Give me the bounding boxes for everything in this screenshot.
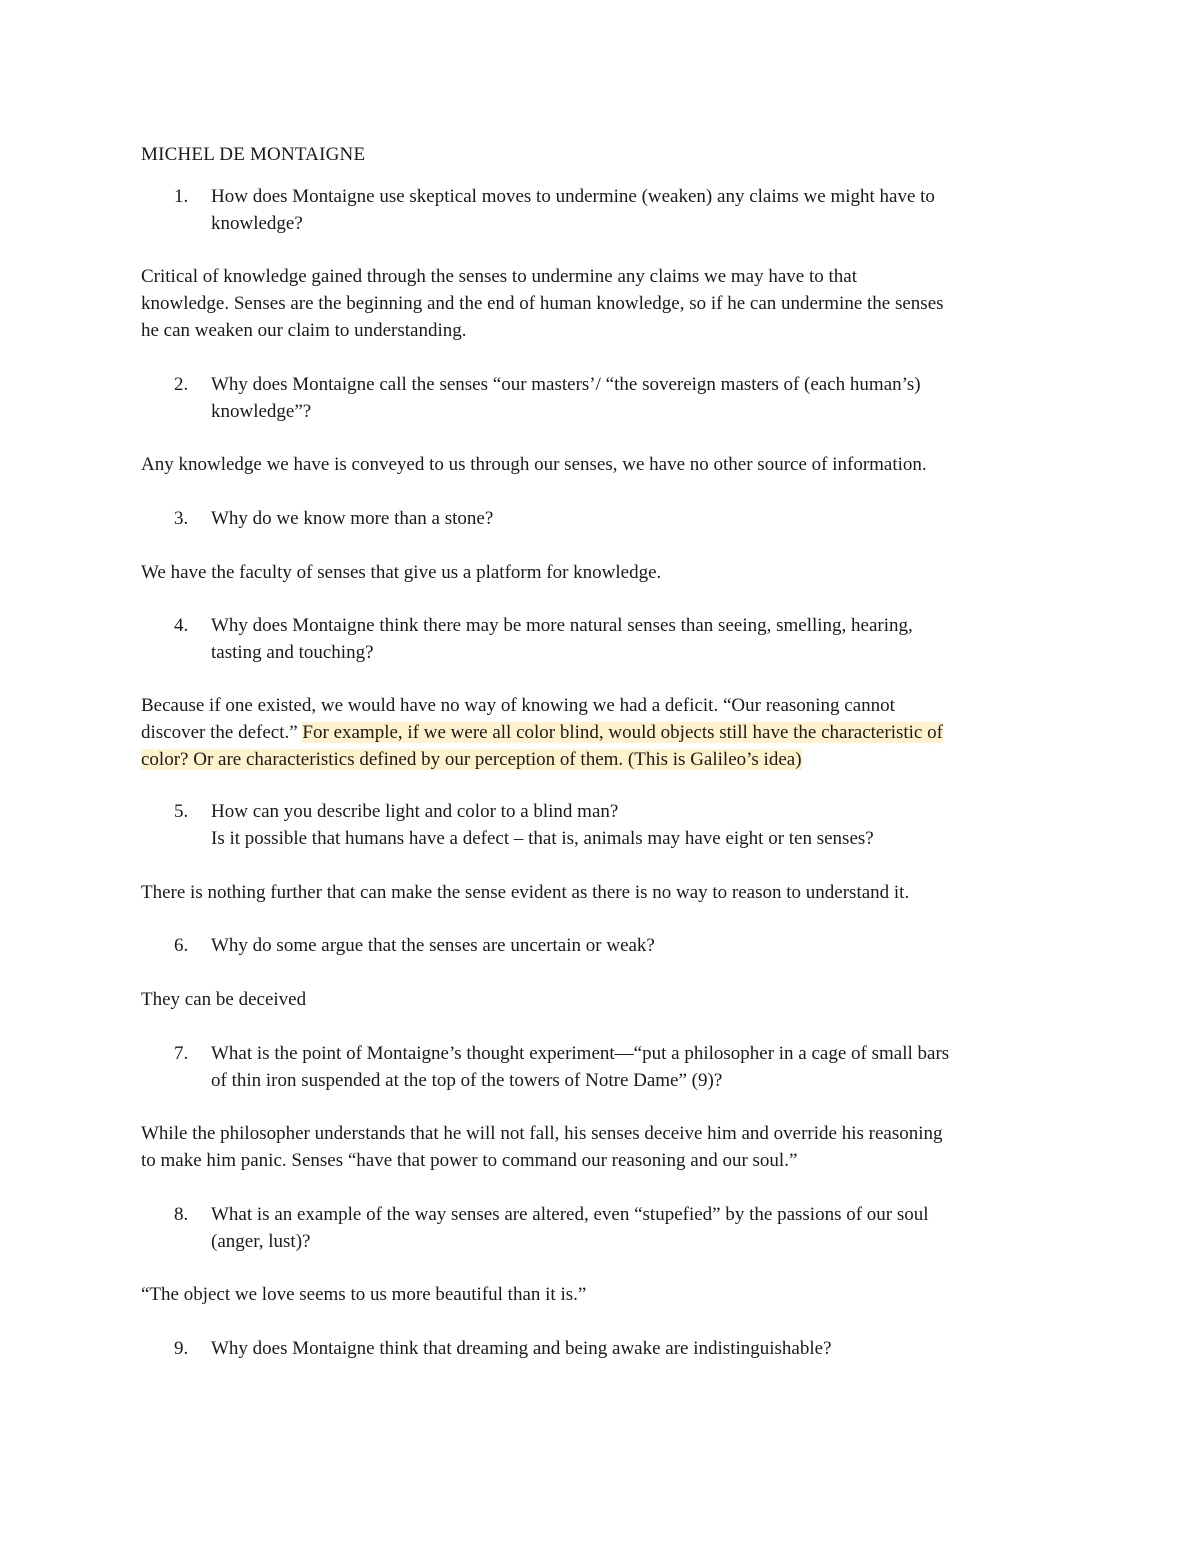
question-text: of thin iron suspended at the top of the towers of Notre Dame” (9)? xyxy=(211,1070,723,1091)
question-text: How can you describe light and color to a blind man? xyxy=(211,801,619,822)
question-number: 6. xyxy=(174,935,189,956)
answer-3: We have the faculty of senses that give us a platform for knowledge. xyxy=(141,562,662,583)
answer-text: to make him panic. Senses “have that power to command our reasoning and our soul.” xyxy=(141,1150,798,1171)
highlighted-text: For example, if we were all color blind, would objects still have the characteristic of xyxy=(302,722,943,743)
question-text: What is an example of the way senses are altered, even “stupefied” by the passions of our soul xyxy=(211,1204,929,1225)
question-text: How does Montaigne use skeptical moves to undermine (weaken) any claims we might have to xyxy=(211,186,935,207)
question-text: Why does Montaigne call the senses “our masters’/ “the sovereign masters of (each human’s) xyxy=(211,374,921,395)
question-number: 5. xyxy=(174,801,189,822)
question-text: Is it possible that humans have a defect – that is, animals may have eight or ten senses? xyxy=(211,828,874,849)
question-text: knowledge”? xyxy=(211,401,312,422)
question-number: 8. xyxy=(174,1204,189,1225)
answer-text: knowledge. Senses are the beginning and the end of human knowledge, so if he can undermine the senses xyxy=(141,293,944,314)
answer-8: “The object we love seems to us more beautiful than it is.” xyxy=(141,1284,587,1305)
question-number: 4. xyxy=(174,615,189,636)
answer-6: They can be deceived xyxy=(141,989,307,1010)
question-text: tasting and touching? xyxy=(211,642,374,663)
answer-plain-text: discover the defect.” xyxy=(141,722,303,743)
answer-text: While the philosopher understands that he will not fall, his senses deceive him and override his reasoning xyxy=(141,1123,943,1144)
question-number: 7. xyxy=(174,1043,189,1064)
question-number: 1. xyxy=(174,186,189,207)
question-number: 2. xyxy=(174,374,189,395)
question-text: Why do some argue that the senses are uncertain or weak? xyxy=(211,935,655,956)
question-text: (anger, lust)? xyxy=(211,1231,311,1252)
answer-5: There is nothing further that can make the sense evident as there is no way to reason to understand it. xyxy=(141,882,910,903)
question-number: 3. xyxy=(174,508,189,529)
answer-text: Because if one existed, we would have no way of knowing we had a deficit. “Our reasoning cannot xyxy=(141,695,895,716)
document-title: MICHEL DE MONTAIGNE xyxy=(141,144,366,165)
question-text: Why does Montaigne think there may be more natural senses than seeing, smelling, hearing, xyxy=(211,615,913,636)
answer-text xyxy=(141,746,802,773)
highlighted-text: color? Or are characteristics defined by our perception of them. (This is Galileo’s idea) xyxy=(141,749,802,770)
answer-text: Critical of knowledge gained through the senses to undermine any claims we may have to that xyxy=(141,266,857,287)
answer-text xyxy=(141,719,943,746)
answer-2: Any knowledge we have is conveyed to us through our senses, we have no other source of information. xyxy=(141,454,927,475)
question-text: Why does Montaigne think that dreaming and being awake are indistinguishable? xyxy=(211,1338,832,1359)
answer-text: he can weaken our claim to understanding. xyxy=(141,320,467,341)
question-text: knowledge? xyxy=(211,213,303,234)
question-text: What is the point of Montaigne’s thought experiment—“put a philosopher in a cage of small bars xyxy=(211,1043,950,1064)
question-text: Why do we know more than a stone? xyxy=(211,508,494,529)
question-number: 9. xyxy=(174,1338,189,1359)
